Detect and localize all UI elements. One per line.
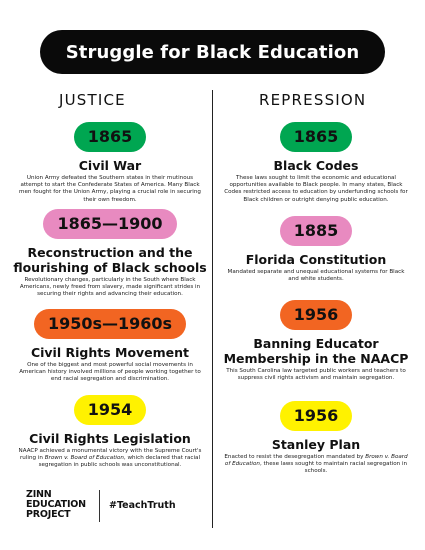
justice-entry-civil-war xyxy=(10,122,210,204)
entry-description: Revolutionary changes, particularly in the South where Black Americans, newly freed from slavery, made significant strides in securing their rights and advancing their education. xyxy=(19,277,201,298)
entry-description: NAACP achieved a monumental victory with the Supreme Court's ruling in Brown v. Board of Education, which declared that racial segregation in public schools was unconstitutional. xyxy=(18,448,202,469)
entry-title: Reconstruction and the flourishing of Black schools xyxy=(13,245,207,275)
repression-entry-florida-constitution xyxy=(216,216,416,283)
entry-description: These laws sought to limit the economic and educational opportunities available to Black people. In many states, Black Codes restricted access to education by underfunding schools for Black children or outright denying public education. xyxy=(224,175,408,203)
year-badge: 1865 xyxy=(74,122,147,152)
year-badge: 1956 xyxy=(280,300,353,330)
year-badge: 1954 xyxy=(74,395,147,425)
hashtag: #TeachTruth xyxy=(109,500,176,511)
justice-entry-civil-rights-legislation xyxy=(10,395,210,470)
justice-entry-reconstruction xyxy=(10,209,210,299)
repression-entry-banning-educators xyxy=(216,300,416,382)
justice-entry-civil-rights-movement xyxy=(10,309,210,384)
footer-divider xyxy=(99,490,100,522)
repression-column-heading: REPRESSION xyxy=(259,91,367,109)
zinn-education-project-logo: ZINN EDUCATION PROJECT xyxy=(26,489,86,520)
entry-description: This South Carolina law targeted public workers and teachers to suppress civil rights activism and maintain segregation. xyxy=(226,368,406,382)
repression-entry-black-codes xyxy=(216,122,416,204)
entry-title: Civil Rights Legislation xyxy=(29,431,191,446)
entry-title: Black Codes xyxy=(273,158,359,173)
year-badge: 1956 xyxy=(280,401,353,431)
column-divider xyxy=(212,90,213,528)
title-banner xyxy=(40,30,385,74)
year-badge: 1950s—1960s xyxy=(34,309,186,339)
entry-description: One of the biggest and most powerful social movements in American history involved millions of people working together to end racial segregation and discrimination. xyxy=(19,362,201,383)
entry-description: Mandated separate and unequal educational systems for Black and white students. xyxy=(227,269,405,283)
entry-title: Banning Educator Membership in the NAACP xyxy=(223,336,409,366)
entry-description: Enacted to resist the desegregation mandated by Brown v. Board of Education, these laws sought to maintain racial segregation in schools. xyxy=(224,454,408,475)
entry-title: Stanley Plan xyxy=(271,437,361,452)
year-badge: 1865—1900 xyxy=(43,209,176,239)
page-title: Struggle for Black Education xyxy=(65,41,360,63)
year-badge: 1885 xyxy=(280,216,353,246)
year-badge: 1865 xyxy=(280,122,353,152)
repression-entry-stanley-plan xyxy=(216,401,416,476)
entry-description: Union Army defeated the Southern states in their mutinous attempt to start the Confederate States of America. Many Black men fought for the Union Army, playing a crucial role in securing their own freedom. xyxy=(19,175,201,203)
justice-column-heading: JUSTICE xyxy=(59,91,126,109)
entry-title: Florida Constitution xyxy=(245,252,387,267)
entry-title: Civil War xyxy=(78,158,142,173)
entry-title: Civil Rights Movement xyxy=(30,345,190,360)
